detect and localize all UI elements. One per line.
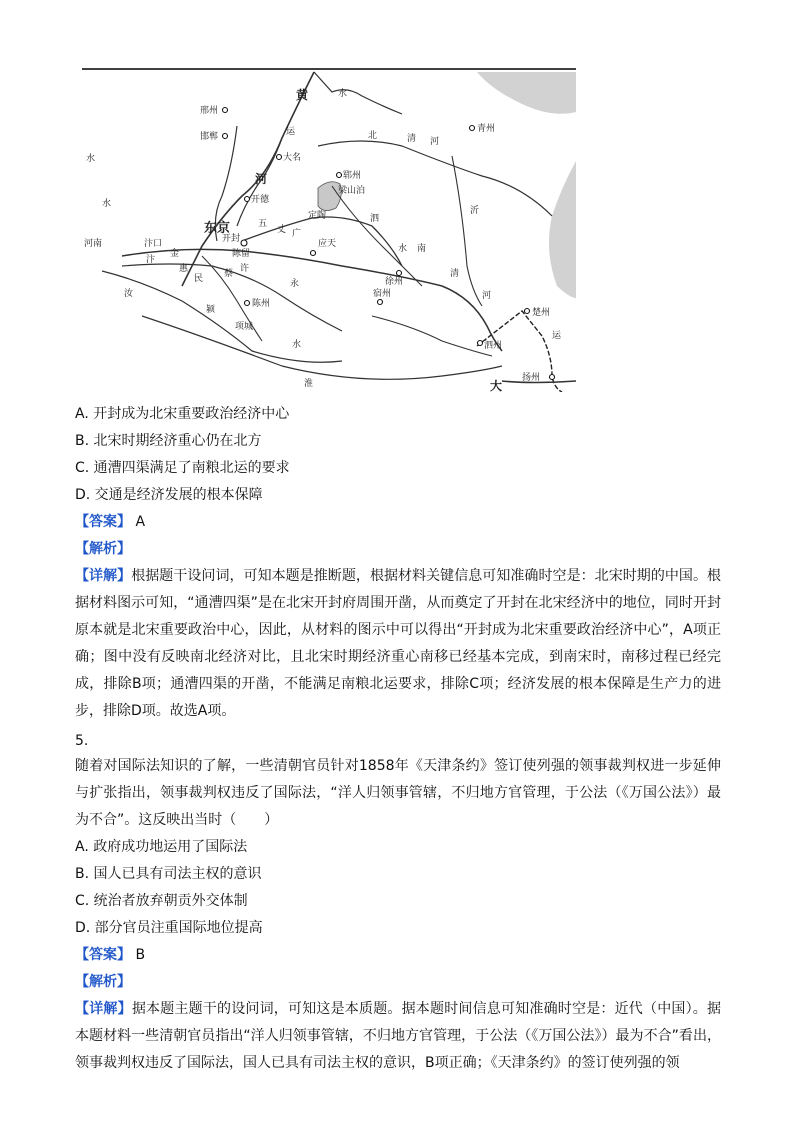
daming-marker [277, 155, 282, 160]
q5-answer-label: 【答案】 [75, 947, 131, 963]
yangzhou-marker [550, 375, 555, 380]
river-label-qing: 清 [407, 134, 417, 144]
dongjing-marker [241, 240, 247, 246]
kaide-marker [245, 197, 250, 202]
xingzhou-marker [223, 108, 228, 113]
river-label-ying: 颍 [206, 305, 216, 315]
xuzhou-marker [397, 271, 402, 276]
city-label-chuzhou: 楚州 [532, 308, 551, 318]
city-label-yunzhou: 郓州 [343, 171, 362, 181]
river-label-bian: 汴 [146, 255, 156, 265]
sizhou-marker [478, 341, 483, 346]
northern-song-canal-map [82, 66, 576, 392]
city-label-liangshanpo: 梁山泊 [338, 186, 366, 196]
city-label-chenzhou: 陈州 [252, 299, 271, 309]
city-label-daming: 大名 [283, 153, 302, 163]
q5-analysis-label [75, 972, 725, 992]
q4-option-c: C. 通漕四渠满足了南粮北运的要求 [75, 460, 290, 476]
city-label-xuzhou: 徐州 [385, 277, 404, 287]
q5-option-c: C. 统治者放弃朝贡外交体制 [75, 893, 248, 909]
q4-detail-label: 【详解】 [75, 568, 132, 584]
river-label-guang: 广 [292, 229, 302, 239]
river-label-tao: 陶 [317, 211, 327, 221]
river-label-hui: 惠 [179, 264, 189, 274]
river-label-wu: 五 [258, 219, 268, 229]
river-label-shui-1: 水 [338, 89, 348, 99]
city-label-yingtian: 应天 [318, 239, 337, 249]
city-label-qingzhou: 青州 [477, 124, 496, 134]
q4-option-b: B. 北宋时期经济重心仍在北方 [75, 433, 262, 449]
chuzhou-marker [525, 309, 530, 314]
river-label-bei: 北 [368, 131, 378, 141]
island [534, 239, 546, 250]
city-label-sizhou: 泗州 [484, 341, 503, 351]
huai-river [142, 316, 502, 379]
q4-answer [75, 512, 725, 532]
q4-option-d: D. 交通是经济发展的根本保障 [75, 487, 263, 503]
river-label-shui-si: 水 [398, 244, 408, 254]
q5-option-a: A. 政府成功地运用了国际法 [75, 839, 248, 855]
ru-river [102, 271, 342, 362]
q4-detail-text: 根据题干设问词，可知本题是推断题，根据材料关键信息可知准确时空是：北宋时期的中国。根据材料图示可知，“通漕四渠”是在北宋开封府周围开凿，从而奠定了开封在北宋经济中的地位，同时开封原本就是北宋重要政治中心，因此，从材料的图示中可以得出“开封成为北宋重要政治经济中心”，A项正确；图中没有反映南北经济对比，且北宋时期经济重心南移已经基本完成，到南宋时，南移过程已经完成，排除B项；通漕四渠的开凿，不能满足南粮北运要求，排除C项；经济发展的根本保障是生产力的进步，排除D项。故选A项。 [75, 568, 722, 719]
q4-analysis-tag: 【解析】 [75, 541, 131, 557]
q4-option-a: A. 开封成为北宋重要政治经济中心 [75, 406, 290, 422]
river-label-min: 民 [194, 274, 204, 284]
river-label-da: 大 [490, 379, 503, 392]
q5-option-d: D. 部分官员注重国际地位提高 [75, 920, 263, 936]
river-label-huai: 淮 [304, 379, 314, 389]
city-label-kaide: 开德 [251, 195, 270, 205]
q5-stem: 随着对国际法知识的了解，一些清朝官员针对1858年《天津条约》签订使列强的领事裁判权进一步延伸与扩张指出，领事裁判权违反了国际法，“洋人归领事管辖，不归地方官管理，于公法（《万国公法》）最为不合”。这反映出当时（ ） [75, 758, 721, 828]
q5-answer [75, 945, 725, 965]
river-label-xu: 许 [240, 264, 250, 274]
q4-detail [75, 563, 721, 725]
river-label-ru: 汝 [124, 289, 134, 299]
yingtian-marker [311, 251, 316, 256]
q5-detail-label: 【详解】 [75, 1001, 132, 1017]
river-label-huhe: 河 [430, 137, 440, 147]
q4-analysis-label [75, 539, 725, 559]
yunzhou-marker [337, 173, 342, 178]
river-label-yun-2: 运 [552, 331, 562, 341]
river-label-shui-west: 水 [86, 154, 96, 164]
city-label-xingzhou: 邢州 [200, 106, 219, 116]
city-label-dongjing: 东京 [204, 221, 231, 236]
q5-number: 5. [75, 733, 89, 749]
city-label-henan: 河南 [84, 239, 103, 249]
q5-detail [75, 996, 721, 1077]
q4-answer-value: A [135, 514, 146, 530]
river-label-yun: 运 [286, 127, 296, 137]
river-label-qing-2: 清 [450, 269, 460, 279]
si-river [332, 186, 422, 286]
city-label-handan: 邯郸 [200, 132, 219, 142]
river-label-nan: 南 [417, 244, 427, 254]
river-label-he-2: 河 [482, 291, 492, 301]
river-label-zhang: 丈 [277, 225, 287, 235]
city-label-suzhou: 宿州 [373, 289, 392, 299]
city-label-xiangcheng: 项城 [235, 322, 254, 332]
chenzhou-marker [245, 301, 250, 306]
q4-answer-label: 【答案】 [75, 514, 131, 530]
city-label-yangzhou: 扬州 [522, 373, 541, 383]
city-label-xukou: 汴口 [144, 239, 163, 249]
city-label-chenliu: 陈留 [232, 249, 251, 259]
yellow-river-north [314, 72, 402, 114]
river-label-si: 泗 [370, 214, 380, 224]
bianhe-lower [372, 316, 492, 356]
sea-north [477, 72, 576, 114]
q5-option-b: B. 国人已具有司法主权的意识 [75, 866, 262, 882]
yi-river [452, 156, 482, 306]
qingzhou-marker [470, 126, 475, 131]
river-label-shui-west-2: 水 [102, 199, 112, 209]
handan-marker [223, 134, 228, 139]
river-label-yi: 沂 [470, 206, 480, 216]
river-label-ding: 定 [308, 211, 318, 221]
river-label-huang: 黄 [296, 88, 309, 102]
q5-analysis-tag: 【解析】 [75, 974, 131, 990]
river-label-yong: 永 [290, 279, 300, 289]
river-label-cai: 蔡 [224, 269, 234, 279]
q5-answer-value: B [135, 947, 146, 963]
sea-east [549, 161, 576, 298]
city-label-kaifeng: 开封 [222, 234, 241, 244]
q5-detail-text: 据本题主题干的设问词，可知这是本质题。据本题时间信息可知准确时空是：近代（中国）。据本题材料一些清朝官员指出“洋人归领事管辖，不归地方官管理，于公法（《万国公法》）最为不合”看出，领事裁判权违反了国际法，国人已具有司法主权的意识，B项正确；《天津条约》的签订使列强的领 [75, 1001, 722, 1071]
river-label-he: 河 [255, 172, 268, 186]
river-label-jin: 金 [170, 249, 180, 259]
river-label-shui-huai: 水 [292, 340, 302, 350]
suzhou-marker [378, 300, 383, 305]
